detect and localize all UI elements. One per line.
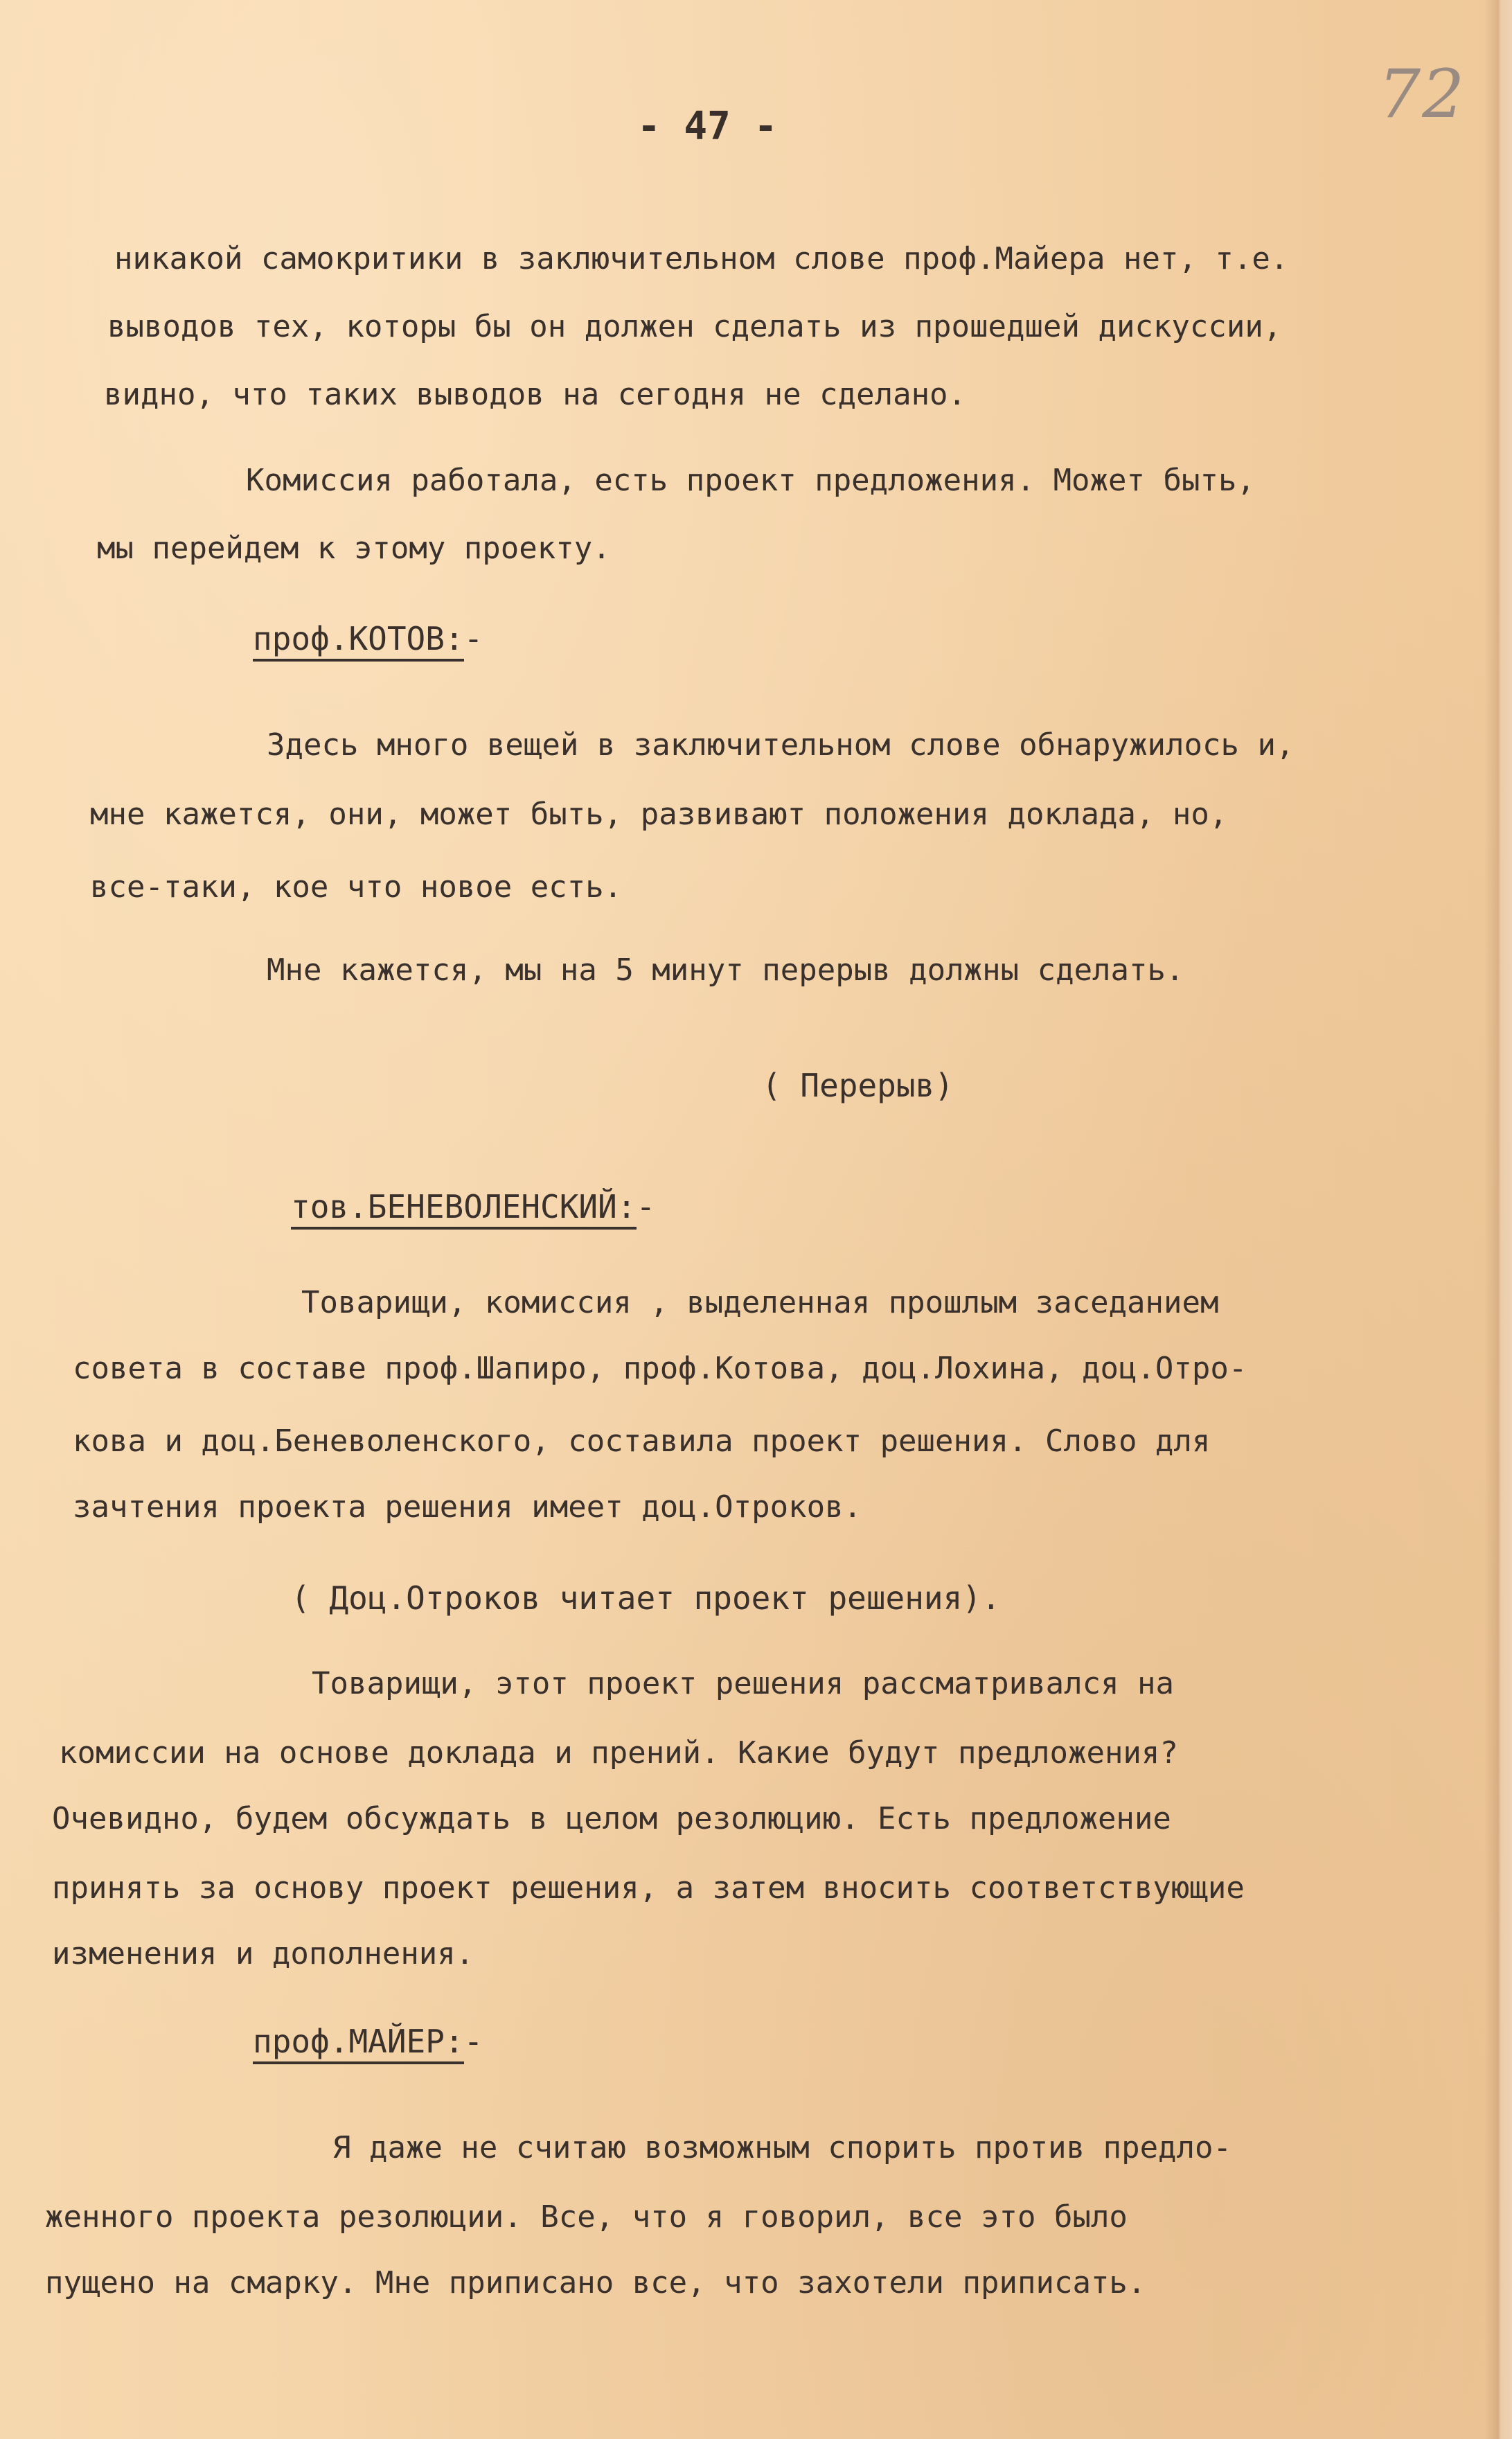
stage-direction-break: ( Перерыв) [762, 1067, 954, 1104]
speaker-dash: - [463, 620, 483, 657]
text-line: видно, что таких выводов на сегодня не сделано. [104, 377, 967, 412]
text-line: кова и доц.Беневоленского, составила проект решения. Слово для [73, 1424, 1211, 1459]
text-line: женного проекта резолюции. Все, что я говорил, все это было [45, 2199, 1128, 2235]
text-line: выводов тех, которы бы он должен сделать из прошедшей дискуссии, [107, 309, 1282, 344]
speaker-dash: - [463, 2023, 483, 2060]
text-line: Очевидно, будем обсуждать в целом резолюцию. Есть предложение [52, 1801, 1171, 1836]
speaker-heading-benevolensky [291, 1188, 655, 1225]
speaker-name: проф.КОТОВ: [253, 620, 464, 662]
text-line: принять за основу проект решения, а затем вносить соответствующие [52, 1870, 1245, 1906]
text-line: Товарищи, комиссия , выделенная прошлым заседанием [301, 1285, 1219, 1320]
text-line: Товарищи, этот проект решения рассматривался на [312, 1666, 1175, 1701]
text-line: изменения и дополнения. [52, 1936, 474, 1971]
text-line: Здесь много вещей в заключительном слове обнаружилось и, [267, 727, 1295, 763]
text-line: все-таки, кое что новое есть. [90, 869, 623, 905]
page-number: - 47 - [637, 104, 778, 149]
text-line: Комиссия работала, есть проект предложения. Может быть, [246, 463, 1255, 498]
stage-direction-reading: ( Доц.Отроков читает проект решения). [291, 1579, 1001, 1617]
speaker-name: проф.МАЙЕР: [253, 2023, 464, 2064]
speaker-dash: - [636, 1188, 656, 1225]
speaker-heading-maier [253, 2023, 483, 2060]
text-line: пущено на смарку. Мне приписано все, что захотели приписать. [45, 2265, 1146, 2300]
text-line: комиссии на основе доклада и прений. Какие будут предложения? [59, 1735, 1178, 1771]
text-line: мы перейдем к этому проекту. [97, 531, 611, 566]
speaker-heading-kotov [253, 620, 483, 657]
text-line: Я даже не считаю возможным спорить против предло- [332, 2130, 1232, 2165]
text-line: Мне кажется, мы на 5 минут перерыв должны сделать. [267, 952, 1184, 988]
archive-folio-number: 72 [1378, 55, 1466, 133]
text-line: мне кажется, они, может быть, развивают положения доклада, но, [90, 797, 1228, 832]
page-edge-shadow [1484, 0, 1512, 2439]
text-line: зачтения проекта решения имеет доц.Отроков. [73, 1489, 862, 1525]
text-line: никакой самокритики в заключительном слове проф.Майера нет, т.е. [114, 241, 1289, 276]
text-line: совета в составе проф.Шапиро, проф.Котова, доц.Лохина, доц.Отро- [73, 1351, 1247, 1386]
speaker-name: тов.БЕНЕВОЛЕНСКИЙ: [291, 1188, 637, 1230]
